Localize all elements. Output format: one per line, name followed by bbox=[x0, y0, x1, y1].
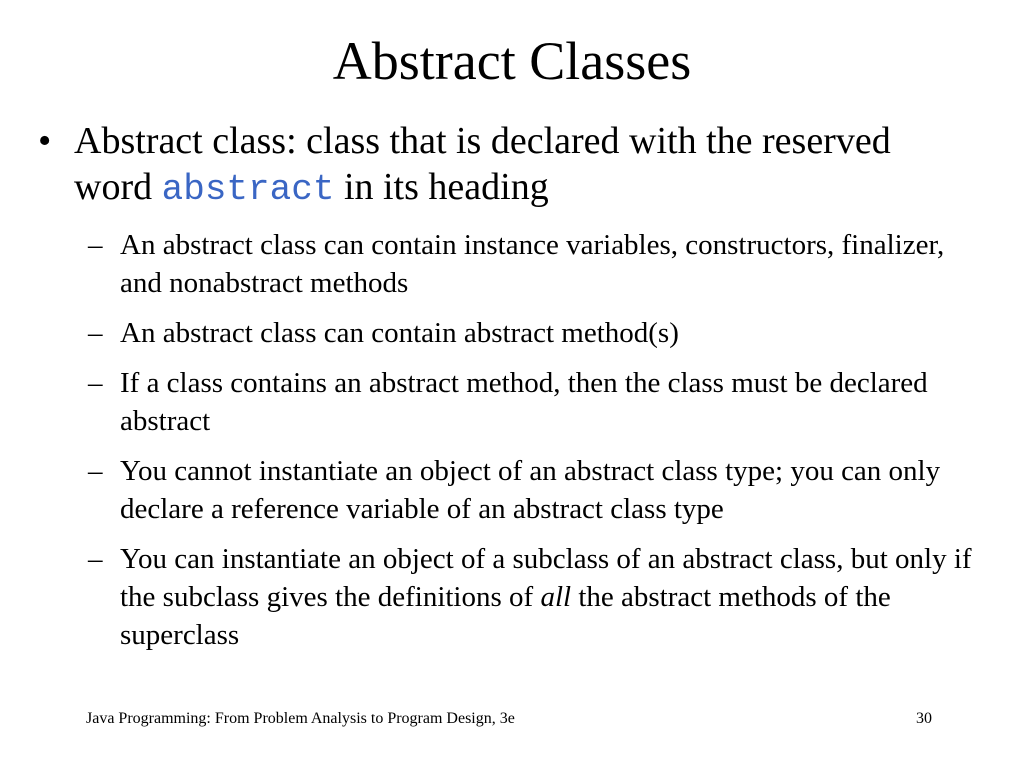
footer-page-number: 30 bbox=[916, 710, 932, 727]
sub-bullet bbox=[88, 314, 988, 352]
dash-marker: – bbox=[88, 229, 103, 261]
dash-marker: – bbox=[88, 543, 103, 575]
dash-marker: – bbox=[88, 455, 103, 487]
sub-bullet-text: If a class contains an abstract method, then the class must be declared abstract bbox=[120, 367, 928, 437]
main-bullet bbox=[38, 118, 978, 213]
abstract-keyword: abstract bbox=[161, 169, 335, 210]
sub-bullet-text: You cannot instantiate an object of an abstract class type; you can only declare a reference variable of an abstract class type bbox=[120, 455, 941, 525]
sub-bullet-text: An abstract class can contain instance variables, constructors, finalizer, and nonabstract methods bbox=[120, 229, 945, 299]
bullet-marker: • bbox=[38, 120, 52, 162]
footer-book-title: Java Programming: From Problem Analysis to Program Design, 3e bbox=[86, 710, 515, 727]
sub-bullet-text-after: the abstract methods of the superclass bbox=[120, 581, 891, 651]
main-bullet-text bbox=[74, 118, 978, 213]
sub-bullet-text-before: You can instantiate an object of a subclass of an abstract class, but only if the subclass gives the definitions of bbox=[120, 543, 972, 613]
sub-bullet-text: An abstract class can contain abstract method(s) bbox=[120, 317, 679, 349]
sub-bullet-text bbox=[120, 540, 988, 654]
sub-bullet bbox=[88, 540, 988, 654]
main-bullet-text-after: in its heading bbox=[334, 166, 549, 208]
main-bullet-text-before: Abstract class: class that is declared with the reserved word bbox=[74, 120, 891, 208]
dash-marker: – bbox=[88, 367, 103, 399]
sub-bullet bbox=[88, 226, 988, 302]
slide-title: Abstract Classes bbox=[332, 31, 692, 91]
sub-bullet-list bbox=[88, 226, 988, 666]
sub-bullet bbox=[88, 452, 988, 528]
dash-marker: – bbox=[88, 317, 103, 349]
sub-bullet bbox=[88, 364, 988, 440]
emphasis-all: all bbox=[540, 581, 572, 613]
